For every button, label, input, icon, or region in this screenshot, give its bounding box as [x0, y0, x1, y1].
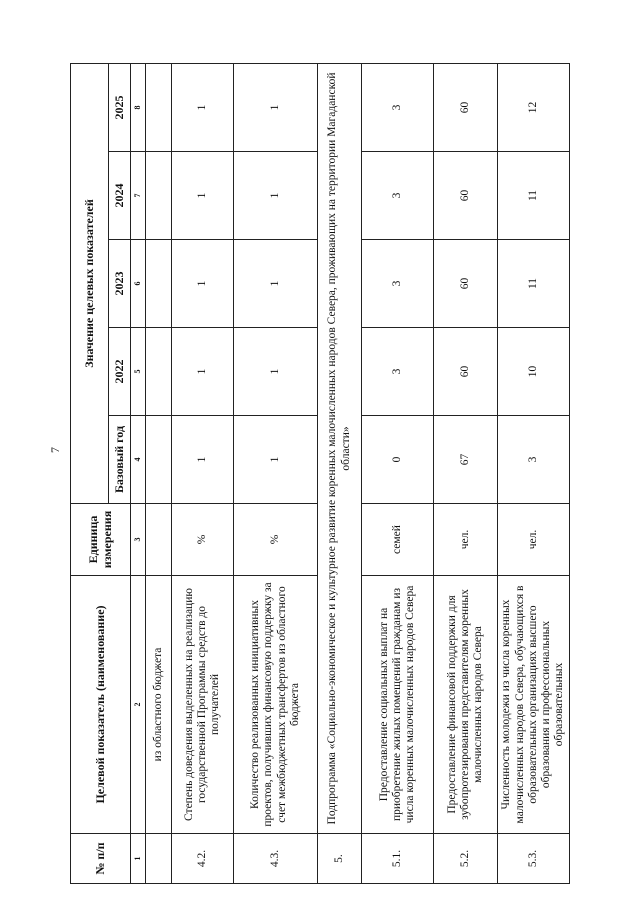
col-number: 6 — [131, 240, 146, 328]
row-num: 4.2. — [172, 834, 234, 884]
row-unit — [146, 504, 172, 576]
row-2024: 60 — [434, 152, 498, 240]
subprogram-title: Подпрограмма «Социально-экономическое и культурное развитие коренных малочисленных народов Севера, проживающих на территории Магаданской области» — [318, 63, 362, 833]
row-base: 1 — [234, 416, 318, 504]
row-num: 5.1. — [362, 834, 434, 884]
row-2025 — [146, 63, 172, 151]
row-2022: 3 — [362, 328, 434, 416]
row-base: 1 — [172, 416, 234, 504]
col-number: 2 — [131, 576, 146, 834]
row-base: 67 — [434, 416, 498, 504]
subprogram-row — [318, 63, 362, 883]
row-num — [146, 834, 172, 884]
row-name: Предоставление финансовой поддержки для зубопротезирования представителям коренных малочисленных народов Севера — [434, 576, 498, 834]
page-number: 7 — [48, 447, 62, 453]
row-2023: 1 — [172, 240, 234, 328]
row-unit: чел. — [434, 504, 498, 576]
table-row — [434, 63, 498, 883]
header-num: № п/п — [71, 834, 131, 884]
row-name: Количество реализованных инициативных проектов, получивших финансовую поддержку за счет межбюджетных трансфертов из областного бюджета — [234, 576, 318, 834]
table-row — [146, 63, 172, 883]
row-2024: 1 — [172, 152, 234, 240]
table-row — [498, 63, 570, 883]
col-number: 5 — [131, 328, 146, 416]
col-number: 4 — [131, 416, 146, 504]
row-2024: 1 — [234, 152, 318, 240]
row-base: 3 — [498, 416, 570, 504]
row-2025: 60 — [434, 63, 498, 151]
col-number: 7 — [131, 152, 146, 240]
row-2024: 3 — [362, 152, 434, 240]
table-row — [234, 63, 318, 883]
row-2024 — [146, 152, 172, 240]
row-name: Степень доведения выделенных на реализацию государственной Программы средств до получателей — [172, 576, 234, 834]
row-2022: 10 — [498, 328, 570, 416]
row-2022: 60 — [434, 328, 498, 416]
row-2023: 60 — [434, 240, 498, 328]
header-values-group: Значение целевых показателей — [71, 63, 109, 503]
row-unit: % — [234, 504, 318, 576]
table-row — [362, 63, 434, 883]
row-unit: семей — [362, 504, 434, 576]
row-num: 4.3. — [234, 834, 318, 884]
row-2025: 3 — [362, 63, 434, 151]
row-num: 5.2. — [434, 834, 498, 884]
row-2025: 1 — [234, 63, 318, 151]
row-num: 5. — [318, 834, 362, 884]
col-number: 3 — [131, 504, 146, 576]
header-indicator: Целевой показатель (наименование) — [71, 576, 131, 834]
row-name: Предоставление социальных выплат на приобретение жилых помещений гражданам из числа коренных малочисленных народов Севера — [362, 576, 434, 834]
row-2023 — [146, 240, 172, 328]
row-num: 5.3. — [498, 834, 570, 884]
rotated-table-frame — [70, 64, 570, 884]
row-2023: 11 — [498, 240, 570, 328]
row-2025: 12 — [498, 63, 570, 151]
row-2024: 11 — [498, 152, 570, 240]
row-2023: 1 — [234, 240, 318, 328]
row-2022: 1 — [234, 328, 318, 416]
col-number: 8 — [131, 63, 146, 151]
targets-table — [70, 63, 570, 884]
col-number: 1 — [131, 834, 146, 884]
row-2022 — [146, 328, 172, 416]
row-name: из областного бюджета — [146, 576, 172, 834]
row-unit: чел. — [498, 504, 570, 576]
table-row — [172, 63, 234, 883]
header-year-2025: 2025 — [109, 63, 131, 151]
header-year-2024: 2024 — [109, 152, 131, 240]
row-2023: 3 — [362, 240, 434, 328]
row-base: 0 — [362, 416, 434, 504]
header-year-2022: 2022 — [109, 328, 131, 416]
header-unit: Единица измерения — [71, 504, 131, 576]
header-base-year: Базовый год — [109, 416, 131, 504]
row-base — [146, 416, 172, 504]
row-2022: 1 — [172, 328, 234, 416]
row-2025: 1 — [172, 63, 234, 151]
row-name: Численность молодежи из числа коренных малочисленных народов Севера, обучающихся в образовательных организациях высшего образования и профессиональных образовательных — [498, 576, 570, 834]
row-unit: % — [172, 504, 234, 576]
header-year-2023: 2023 — [109, 240, 131, 328]
